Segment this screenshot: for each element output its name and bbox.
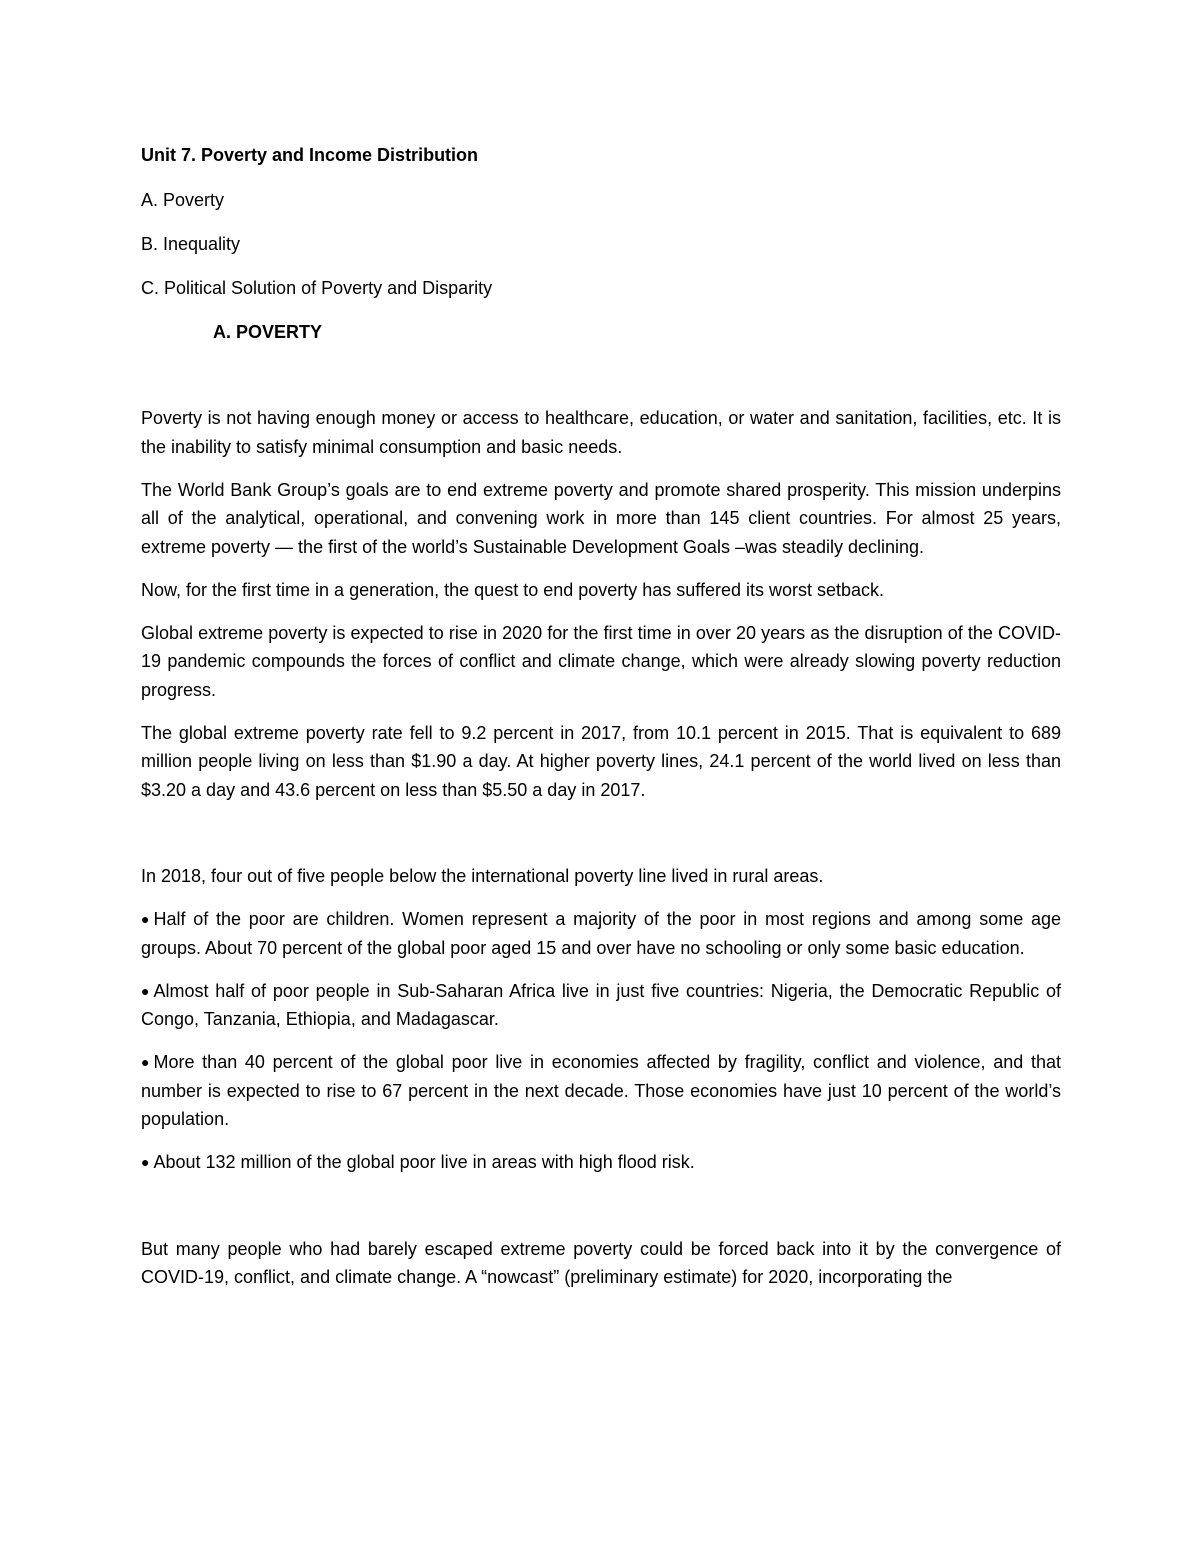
paragraph-world-bank-goals: The World Bank Group’s goals are to end extreme poverty and promote shared prosperity. This mission underpins all of the analytical, operational, and convening work in more than 145 client countries. For almost 25 years, extreme poverty — the first of the world’s Sustainable Development Goals –was steadily declining. [141, 479, 1061, 557]
bullet-text: More than 40 percent of the global poor live in economies affected by fragility, conflict and violence, and that number is expected to rise to 67 percent in the next decade. Those economies have just 10 percent of the world’s population. [141, 1052, 1061, 1129]
bullet-icon: ● [141, 1054, 150, 1070]
paragraph-definition: Poverty is not having enough money or access to healthcare, education, or water and sanitation, facilities, etc. It is the inability to satisfy minimal consumption and basic needs. [141, 408, 1061, 457]
bullet-text: Almost half of poor people in Sub-Saharan Africa live in just five countries: Nigeria, the Democratic Republic of Congo, Tanzania, Ethiopia, and Madagascar. [141, 980, 1061, 1029]
bullet-item [141, 1048, 1061, 1134]
bullet-icon: ● [141, 911, 150, 927]
paragraph-covid-impact: Global extreme poverty is expected to rise in 2020 for the first time in over 20 years as the disruption of the COVID-19 pandemic compounds the forces of conflict and climate change, which were already slowing poverty reduction progress. [141, 622, 1061, 700]
bullet-item [141, 977, 1061, 1034]
bullet-text: Half of the poor are children. Women represent a majority of the poor in most regions and among some age groups. About 70 percent of the global poor aged 15 and over have no schooling or only some basic education. [141, 909, 1061, 958]
bullet-item [141, 1148, 1061, 1177]
outline-item-inequality: B. Inequality [141, 233, 241, 254]
paragraph-setback: Now, for the first time in a generation, the quest to end poverty has suffered its worst setback. [141, 579, 885, 600]
bullet-item [141, 905, 1061, 962]
document-body [141, 141, 1061, 1306]
document-title: Unit 7. Poverty and Income Distribution [141, 145, 479, 165]
paragraph-rural-areas: In 2018, four out of five people below the international poverty line lived in rural areas. [141, 866, 824, 886]
outline-item-poverty: A. Poverty [141, 189, 225, 210]
paragraph-closing: But many people who had barely escaped extreme poverty could be forced back into it by the convergence of COVID-19, conflict, and climate change. A “nowcast” (preliminary estimate) for 2020, incorporating the [141, 1238, 1061, 1287]
paragraph-poverty-rate: The global extreme poverty rate fell to 9.2 percent in 2017, from 10.1 percent in 2015. That is equivalent to 689 million people living on less than $1.90 a day. At higher poverty lines, 24.1 percent of the world lived on less than $3.20 a day and 43.6 percent on less than $5.50 a day in 2017. [141, 722, 1061, 800]
section-heading: A. POVERTY [213, 321, 323, 342]
bullet-text: About 132 million of the global poor live in areas with high flood risk. [153, 1152, 695, 1172]
bullet-icon: ● [141, 982, 150, 999]
bullet-icon: ● [141, 1154, 150, 1170]
outline-item-political-solution: C. Political Solution of Poverty and Disparity [141, 277, 493, 298]
